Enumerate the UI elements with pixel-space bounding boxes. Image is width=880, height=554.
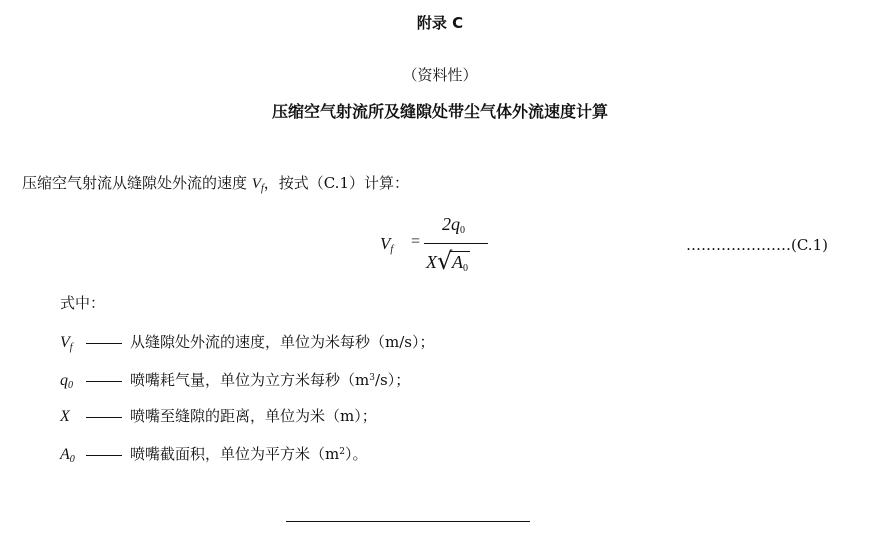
definition-item xyxy=(60,331,434,353)
dash-line xyxy=(86,381,122,382)
dash-line xyxy=(86,417,122,418)
definition-text: 从缝隙处外流的速度，单位为米每秒（m/s）； xyxy=(130,333,435,351)
where-label: 式中： xyxy=(60,294,106,312)
footer-rule xyxy=(286,521,530,522)
appendix-nature: （资料性） xyxy=(402,66,478,84)
definition-text: 喷嘴至缝隙的距离，单位为米（m）； xyxy=(130,407,377,425)
section-title: 压缩空气射流所及缝隙处带尘气体外流速度计算 xyxy=(271,102,608,121)
sqrt-icon: √ $A_0$ xyxy=(439,252,470,274)
definition-symbol: $A_0$ xyxy=(60,446,75,465)
definition-text-after: /s）； xyxy=(374,371,411,389)
intro-text-before: 压缩空气射流从缝隙处外流的速度 xyxy=(22,174,252,192)
definition-superscript: 2 xyxy=(339,447,345,457)
dash-line xyxy=(86,455,122,456)
dash-line xyxy=(86,343,122,344)
appendix-title: 附录 C xyxy=(416,14,464,32)
intro-symbol: $V_f$ xyxy=(251,176,264,194)
definition-superscript: 3 xyxy=(369,373,375,383)
definition-symbol: X xyxy=(60,408,70,425)
equation-number: …………………(C.1) xyxy=(686,236,828,254)
formula-c1 xyxy=(380,212,510,282)
definition-text: 喷嘴截面积，单位为平方米（m xyxy=(130,445,340,463)
intro-paragraph xyxy=(22,172,409,194)
definition-symbol: $q_0$ xyxy=(60,372,73,391)
fraction-bar xyxy=(424,243,488,244)
formula-equals: = xyxy=(411,233,421,250)
definition-symbol: $V_f$ xyxy=(60,334,73,353)
definition-text-after: ）。 xyxy=(344,445,368,463)
definition-text: 喷嘴耗气量，单位为立方米每秒（m xyxy=(130,371,370,389)
definition-item xyxy=(60,405,377,427)
formula-denominator: X√ $A_0$ xyxy=(426,252,470,274)
formula-numerator: $2q_0$ xyxy=(442,214,465,236)
definition-item xyxy=(60,443,367,465)
intro-text-after: ，按式（C.1）计算： xyxy=(263,174,409,192)
definition-item xyxy=(60,369,410,391)
formula-lhs: $V_f$ xyxy=(380,234,394,255)
